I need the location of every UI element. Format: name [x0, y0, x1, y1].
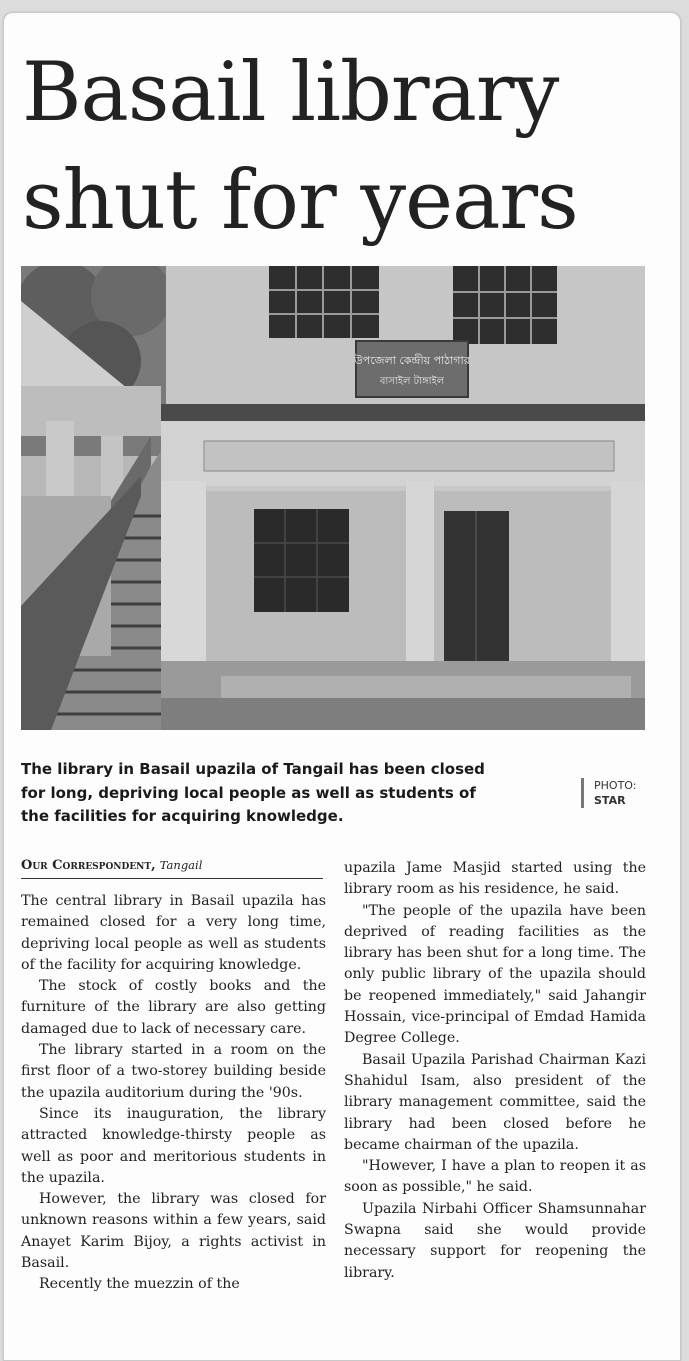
paragraph: The stock of costly books and the furniture of the library are also getting damaged due to lack of necessary care.: [21, 978, 326, 1037]
paragraph: Recently the muezzin of the: [39, 1276, 240, 1293]
headline: Basail library shut for years: [22, 46, 578, 248]
paragraph: The library started in a room on the first floor of a two-storey building beside the upazila auditorium during the '90s.: [21, 1042, 326, 1101]
paragraph: "The people of the upazila have been deprived of reading facilities as the library has been shut for a long time. The only public library of the upazila should be reopened immediately," said Jahangir Hossain, vice-principal of Emdad Hamida Degree College.: [344, 902, 646, 1047]
newspaper-clipping: [3, 12, 681, 1361]
photo-caption: The library in Basail upazila of Tangail has been closed for long, depriving local people as well as students of the facilities for acquiring knowledge.: [21, 760, 485, 825]
paragraph: Basail Upazila Parishad Chairman Kazi Shahidul Isam, also president of the library management committee, said the library had been closed before he became chairman of the upazila.: [344, 1051, 646, 1153]
sign-subtext: বাসাইল টাঙ্গাইল: [379, 376, 445, 387]
paragraph: "However, I have a plan to reopen it as soon as possible," he said.: [344, 1158, 646, 1196]
byline: [21, 858, 323, 879]
library-building-photo: [21, 266, 645, 730]
byline-name: Our Correspondent,: [21, 858, 156, 873]
paragraph: upazila Jame Masjid started using the library room as his residence, he said.: [344, 860, 646, 898]
photo-credit: [581, 778, 636, 808]
article-column-2: [344, 858, 646, 1284]
sign-text: উপজেলা কেন্দ্রীয় পাঠাগার: [354, 354, 470, 367]
photo-credit-source: STAR: [594, 794, 626, 807]
paragraph: The central library in Basail upazila has remained closed for a very long time, depriving local people as well as students of the facility for acquiring knowledge.: [21, 893, 326, 973]
article-column-1: [21, 891, 326, 1296]
paragraph: However, the library was closed for unknown reasons within a few years, said Anayet Karim Bijoy, a rights activist in Basail.: [21, 1191, 326, 1272]
paragraph: Since its inauguration, the library attracted knowledge-thirsty people as well as poor and meritorious students in the upazila.: [21, 1105, 326, 1186]
photo-credit-label: PHOTO:: [594, 779, 637, 792]
paragraph: Upazila Nirbahi Officer Shamsunnahar Swapna said she would provide necessary support for reopening the library.: [344, 1200, 646, 1281]
byline-place: Tangail: [159, 858, 203, 872]
